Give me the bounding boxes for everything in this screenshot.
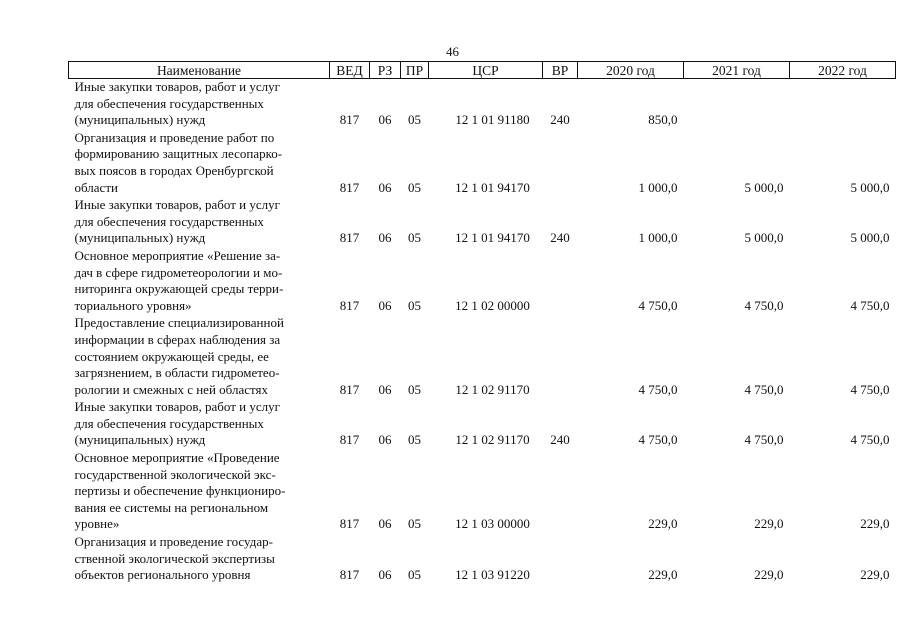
vr-cell [543, 534, 578, 585]
table-row [69, 130, 896, 197]
rz-cell: 06 [378, 567, 392, 583]
budget-table [68, 61, 896, 585]
vr-cell [543, 248, 578, 315]
ved-cell: 817 [339, 516, 360, 532]
pr-cell: 05 [408, 567, 421, 583]
table-header-row [69, 62, 896, 79]
csr-cell: 12 1 02 91170 [455, 381, 530, 397]
table-body [69, 79, 896, 585]
rz-cell: 06 [378, 112, 392, 128]
row-name-line: объектов регионального уровня [74, 567, 251, 583]
row-name-line: Предоставление специализированной [74, 315, 284, 331]
pr-cell: 05 [408, 381, 421, 397]
amount-2022-cell: 5 000,0 [850, 179, 890, 195]
pr-cell: 05 [408, 297, 421, 313]
vr-cell: 240 [550, 112, 570, 128]
amount-2022-cell: 5 000,0 [850, 230, 890, 246]
row-name-cell [69, 534, 330, 585]
csr-cell: 12 1 01 94170 [455, 179, 530, 195]
amount-2020-cell: 1 000,0 [638, 230, 678, 246]
row-name-line: Организация и проведение государ- [74, 534, 273, 550]
amount-2022-cell [790, 79, 896, 130]
row-name-line: государственной экологической экс- [74, 466, 276, 482]
header-name: Наименование [69, 62, 330, 79]
rz-cell: 06 [378, 297, 392, 313]
rz-cell: 06 [378, 230, 392, 246]
row-name-line: для обеспечения государственных [74, 213, 264, 229]
row-name-cell [69, 197, 330, 248]
row-name-line: для обеспечения государственных [74, 95, 264, 111]
amount-2020-cell: 1 000,0 [638, 179, 678, 195]
rz-cell: 06 [378, 179, 392, 195]
row-name-cell [69, 315, 330, 399]
ved-cell: 817 [339, 297, 360, 313]
vr-cell: 240 [550, 230, 570, 246]
table-row [69, 534, 896, 585]
amount-2022-cell: 229,0 [860, 567, 890, 583]
pr-cell: 05 [408, 179, 421, 195]
ved-cell: 817 [339, 432, 360, 448]
rz-cell: 06 [378, 516, 392, 532]
amount-2021-cell: 4 750,0 [744, 297, 784, 313]
header-2022: 2022 год [790, 62, 896, 79]
ved-cell: 817 [339, 381, 360, 397]
ved-cell: 817 [339, 567, 360, 583]
row-name-line: ниторинга окружающей среды терри- [74, 281, 284, 297]
csr-cell: 12 1 03 91220 [455, 567, 530, 583]
amount-2022-cell: 4 750,0 [850, 297, 890, 313]
row-name-line: состоянием окружающей среды, ее [74, 348, 269, 364]
row-name-line: рологии и смежных с ней областях [74, 381, 268, 397]
header-2020: 2020 год [578, 62, 684, 79]
row-name-line: для обеспечения государственных [74, 415, 264, 431]
row-name-line: (муниципальных) нужд [74, 432, 206, 448]
amount-2020-cell: 4 750,0 [638, 432, 678, 448]
vr-cell [543, 315, 578, 399]
ved-cell: 817 [339, 179, 360, 195]
amount-2020-cell: 850,0 [648, 112, 678, 128]
table-row [69, 450, 896, 534]
vr-cell [543, 130, 578, 197]
rz-cell: 06 [378, 381, 392, 397]
amount-2021-cell: 4 750,0 [744, 432, 784, 448]
row-name-cell [69, 248, 330, 315]
row-name-line: формированию защитных лесопарко- [74, 146, 283, 162]
amount-2021-cell: 5 000,0 [744, 179, 784, 195]
table-row [69, 248, 896, 315]
row-name-line: Основное мероприятие «Проведение [74, 450, 280, 466]
header-csr: ЦСР [429, 62, 543, 79]
csr-cell: 12 1 01 91180 [455, 112, 530, 128]
ved-cell: 817 [339, 112, 360, 128]
vr-cell [543, 450, 578, 534]
header-pr: ПР [401, 62, 429, 79]
rz-cell: 06 [378, 432, 392, 448]
row-name-line: Основное мероприятие «Решение за- [74, 247, 281, 263]
row-name-line: Иные закупки товаров, работ и услуг [74, 197, 280, 213]
amount-2022-cell: 4 750,0 [850, 381, 890, 397]
amount-2020-cell: 4 750,0 [638, 297, 678, 313]
row-name-line: дач в сфере гидрометеорологии и мо- [74, 264, 283, 280]
amount-2022-cell: 4 750,0 [850, 432, 890, 448]
row-name-line: уровне» [74, 516, 120, 532]
pr-cell: 05 [408, 516, 421, 532]
ved-cell: 817 [339, 230, 360, 246]
row-name-line: Иные закупки товаров, работ и услуг [74, 399, 280, 415]
amount-2021-cell: 229,0 [754, 567, 784, 583]
amount-2020-cell: 4 750,0 [638, 381, 678, 397]
csr-cell: 12 1 02 91170 [455, 432, 530, 448]
amount-2021-cell: 229,0 [754, 516, 784, 532]
row-name-line: вания ее системы на региональном [74, 499, 269, 515]
amount-2020-cell: 229,0 [648, 567, 678, 583]
header-vr: ВР [543, 62, 578, 79]
page-number: 46 [446, 44, 459, 59]
row-name-cell [69, 130, 330, 197]
table-row [69, 315, 896, 399]
row-name-cell [69, 450, 330, 534]
row-name-line: информации в сферах наблюдения за [74, 331, 281, 347]
vr-cell: 240 [550, 432, 570, 448]
csr-cell: 12 1 03 00000 [455, 516, 530, 532]
pr-cell: 05 [408, 112, 421, 128]
amount-2021-cell: 4 750,0 [744, 381, 784, 397]
amount-2021-cell [684, 79, 790, 130]
row-name-cell [69, 399, 330, 450]
amount-2022-cell: 229,0 [860, 516, 890, 532]
row-name-line: Иные закупки товаров, работ и услуг [74, 79, 280, 94]
header-rz: РЗ [370, 62, 401, 79]
amount-2021-cell: 5 000,0 [744, 230, 784, 246]
csr-cell: 12 1 02 00000 [455, 297, 530, 313]
row-name-line: пертизы и обеспечение функциониро- [74, 483, 286, 499]
row-name-cell [69, 79, 330, 130]
row-name-line: Организация и проведение работ по [74, 129, 275, 145]
table-row [69, 79, 896, 130]
amount-2020-cell: 229,0 [648, 516, 678, 532]
row-name-line: ственной экологической экспертизы [74, 550, 275, 566]
pr-cell: 05 [408, 432, 421, 448]
csr-cell: 12 1 01 94170 [455, 230, 530, 246]
header-ved: ВЕД [330, 62, 370, 79]
row-name-line: области [74, 179, 118, 195]
table-row [69, 197, 896, 248]
pr-cell: 05 [408, 230, 421, 246]
header-2021: 2021 год [684, 62, 790, 79]
row-name-line: (муниципальных) нужд [74, 230, 206, 246]
row-name-line: ториального уровня» [74, 297, 192, 313]
table-row [69, 399, 896, 450]
row-name-line: (муниципальных) нужд [74, 112, 206, 128]
row-name-line: вых поясов в городах Оренбургской [74, 162, 274, 178]
row-name-line: загрязнением, в области гидрометео- [74, 365, 280, 381]
